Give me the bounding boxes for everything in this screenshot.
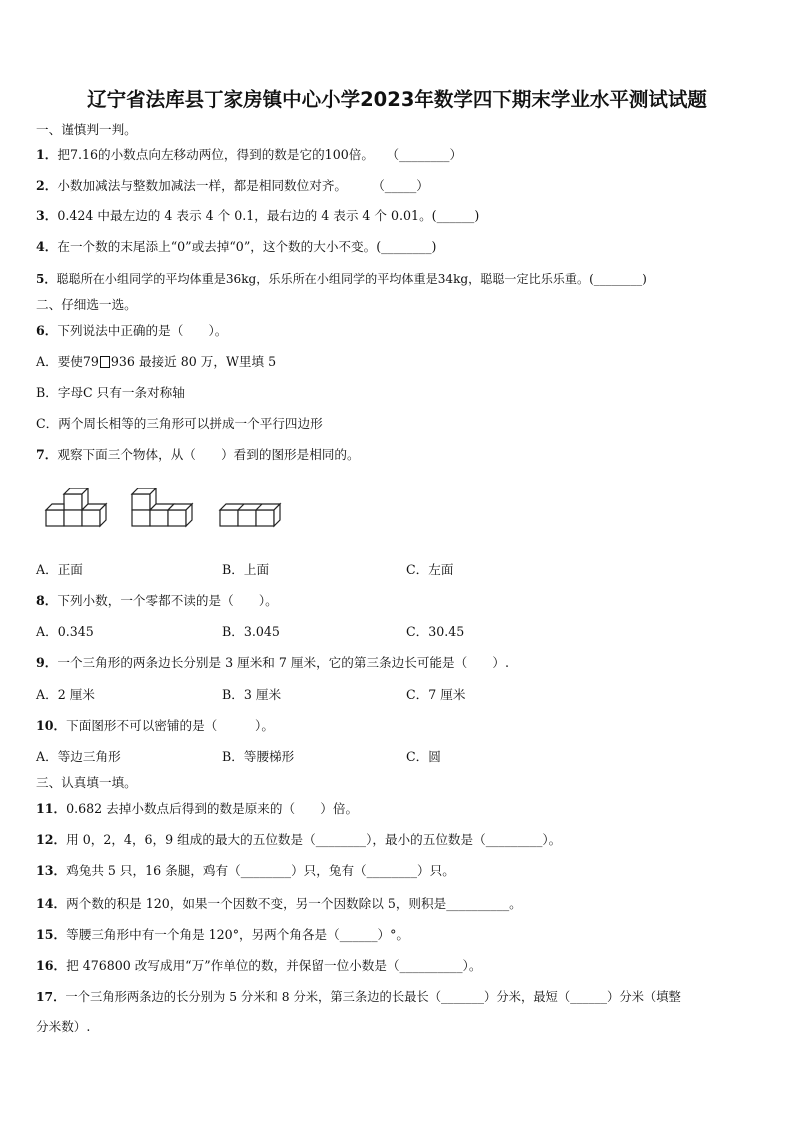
question-text: 把7.16的小数点向左移动两位，得到的数是它的100倍。 （________） [57, 147, 463, 162]
question-text: 把 476800 改写成用“万”作单位的数，并保留一位小数是（__________）。 [66, 958, 482, 973]
question-16 [36, 957, 481, 975]
question-text: 下面图形不可以密铺的是（ ）。 [66, 718, 274, 733]
question-7 [36, 446, 360, 464]
question-6-option-c: C．两个周长相等的三角形可以拼成一个平行四边形 [36, 416, 323, 431]
cube-stack-figure-2 [132, 488, 192, 526]
question-8-option-b: B．3.045 [222, 624, 280, 639]
question-text: 下列小数，一个零都不读的是（ ）。 [57, 593, 278, 608]
question-number: 7． [36, 447, 58, 462]
question-13 [36, 862, 455, 880]
question-text: 等腰三角形中有一个角是 120°，另两个角各是（______）°。 [66, 927, 410, 942]
question-15 [36, 926, 409, 944]
question-9 [36, 654, 509, 672]
question-number: 6． [36, 323, 58, 338]
question-number: 5． [36, 272, 57, 286]
question-10-option-a: A．等边三角形 [36, 749, 121, 764]
question-text: 聪聪所在小组同学的平均体重是36kg，乐乐所在小组同学的平均体重是34kg，聪聪一定比乐乐重。(________) [56, 272, 647, 286]
question-4 [36, 238, 436, 256]
question-1 [36, 146, 462, 164]
question-8 [36, 592, 278, 610]
question-12 [36, 831, 561, 849]
question-text: 0.682 去掉小数点后得到的数是原来的（ ）倍。 [66, 801, 359, 816]
section-heading-judge: 一、谨慎判一判。 [36, 122, 137, 137]
question-number: 8． [36, 593, 58, 608]
blank-box-icon [100, 356, 110, 368]
question-10-option-c: C．圆 [406, 749, 441, 764]
question-number: 12． [36, 832, 67, 847]
question-17-continued: 分米数）. [36, 1019, 91, 1034]
question-number: 15． [36, 927, 67, 942]
question-7-option-c: C．左面 [406, 562, 454, 577]
question-11 [36, 800, 358, 818]
question-text: 两个数的积是 120，如果一个因数不变，另一个因数除以 5，则积是__________。 [66, 896, 522, 911]
section-heading-fill: 三、认真填一填。 [36, 775, 137, 790]
question-text: 0.424 中最左边的 4 表示 4 个 0.1，最右边的 4 表示 4 个 0.01。(______) [57, 208, 480, 223]
question-number: 10． [36, 718, 67, 733]
question-2 [36, 177, 429, 195]
question-9-option-a: A．2 厘米 [36, 687, 95, 702]
section-heading-choose: 二、仔细选一选。 [36, 297, 137, 312]
question-text: 下列说法中正确的是（ ）。 [57, 323, 228, 338]
question-text: 一个三角形两条边的长分别为 5 分米和 8 分米，第三条边的长最长（_______）分米，最短（______）分米（填整 [65, 990, 681, 1004]
question-number: 17． [36, 989, 66, 1004]
question-number: 1． [36, 147, 58, 162]
cube-row-figure-3 [220, 504, 280, 526]
cube-figures [42, 488, 322, 540]
question-number: 2． [36, 178, 58, 193]
question-number: 3． [36, 208, 58, 223]
option-text: A．要使79 [36, 354, 99, 369]
question-17 [36, 988, 681, 1006]
question-number: 11． [36, 801, 67, 816]
question-number: 13． [36, 863, 67, 878]
question-10 [36, 717, 274, 735]
question-number: 4． [36, 239, 58, 254]
question-8-option-c: C．30.45 [406, 624, 465, 639]
question-10-option-b: B．等腰梯形 [222, 749, 295, 764]
question-6-option-b: B．字母C 只有一条对称轴 [36, 385, 185, 400]
page-title: 辽宁省法库县丁家房镇中心小学2023年数学四下期末学业水平测试试题 [87, 88, 707, 111]
question-number: 9． [36, 655, 58, 670]
question-number: 16． [36, 958, 67, 973]
question-14 [36, 895, 522, 913]
question-7-option-b: B．上面 [222, 562, 270, 577]
question-text: 用 0，2，4，6，9 组成的最大的五位数是（________），最小的五位数是（_________）。 [66, 832, 562, 847]
option-text: 936 最接近 80 万，W里填 5 [110, 354, 277, 369]
question-6-option-a [36, 353, 276, 371]
question-text: 一个三角形的两条边长分别是 3 厘米和 7 厘米，它的第三条边长可能是（ ）. [57, 655, 509, 670]
question-8-option-a: A．0.345 [36, 624, 94, 639]
question-3 [36, 207, 479, 225]
question-text: 小数加减法与整数加减法一样，都是相同数位对齐。 （_____） [57, 178, 429, 193]
question-9-option-c: C．7 厘米 [406, 687, 466, 702]
question-text: 在一个数的末尾添上“0”或去掉“0”，这个数的大小不变。(________) [57, 239, 437, 254]
question-9-option-b: B．3 厘米 [222, 687, 282, 702]
question-5 [36, 270, 647, 288]
question-text: 观察下面三个物体，从（ ）看到的图形是相同的。 [57, 447, 360, 462]
question-7-option-a: A．正面 [36, 562, 83, 577]
question-text: 鸡兔共 5 只，16 条腿，鸡有（________）只，兔有（________）只。 [66, 863, 455, 878]
question-6 [36, 322, 227, 340]
cube-stack-figure-1 [46, 488, 106, 526]
question-number: 14． [36, 896, 67, 911]
